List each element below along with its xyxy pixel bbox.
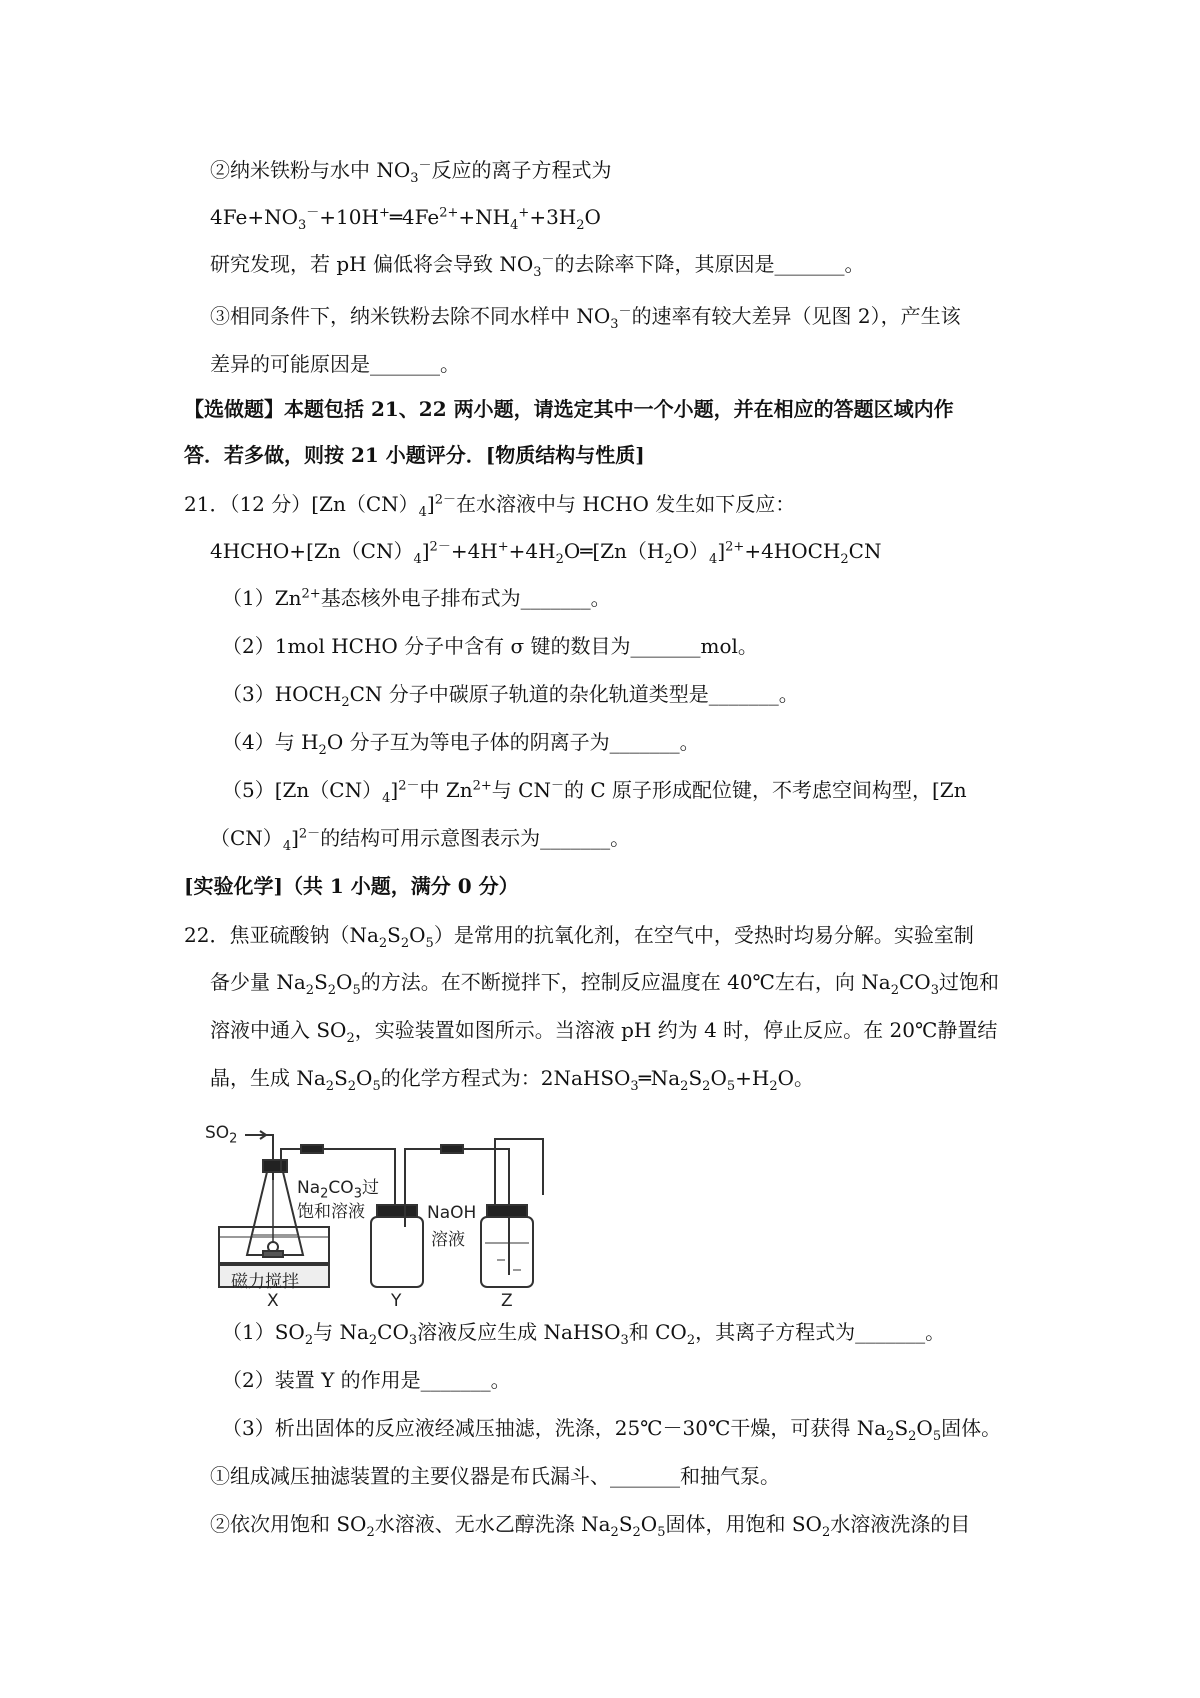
- text-line: ③相同条件下，纳米铁粉去除不同水样中 $NO_3^-$的速率有较大差异（见图 2），产生该: [210, 304, 961, 332]
- question-22-stem: 22．焦亚硫酸钠$(Na_2S_2O_5)$是常用的抗氧化剂，在空气中，受热时均易分解。实验室制: [184, 923, 974, 951]
- so2-label: $SO_2$: [205, 1123, 238, 1147]
- na2co3-label: $Na_2CO_3$过: [297, 1178, 379, 1202]
- text-line: ①组成减压抽滤装置的主要仪器是布氏漏斗、_______和抽气泵。: [210, 1464, 780, 1488]
- text-line: 备少量 $Na_2S_2O_5$的方法。在不断搅拌下，控制反应温度在 40℃左右，向 $Na_2CO_3$过饱和: [210, 970, 999, 998]
- flask-x-stopper: [263, 1160, 287, 1172]
- hose-joint-2: [441, 1145, 463, 1153]
- text-line: 溶液中通入 $SO_2$，实验装置如图所示。当溶液 pH 约为 4 时，停止反应。在 20℃静置结: [210, 1018, 998, 1046]
- text-line: ②依次用饱和 $SO_2$水溶液、无水乙醇洗涤 $Na_2S_2O_5$固体，用饱和 $SO_2$水溶液洗涤的目: [210, 1512, 971, 1540]
- sub-question: （2）装置 Y 的作用是_______。: [222, 1368, 511, 1392]
- text-line: ②纳米铁粉与水中 $NO_3^-$反应的离子方程式为: [210, 158, 612, 186]
- stirrer-label: 磁力搅拌: [231, 1272, 299, 1292]
- naoh-label-2: 溶液: [431, 1230, 465, 1250]
- text-line: 差异的可能原因是_______。: [210, 352, 460, 376]
- label-y: Y: [391, 1291, 402, 1311]
- equation-line: $4HCHO+[Zn(CN)_4]^{2-}+4H^++4H_2O═[Zn(H_2O)_4]^{2+}+4HOCH_2CN$: [210, 539, 882, 567]
- text-line: 研究发现，若 pH 偏低将会导致 $NO_3^-$的去除率下降，其原因是_______。: [210, 252, 865, 280]
- sub-question: $(3)HOCH_2CN$ 分子中碳原子轨道的杂化轨道类型是_______。: [222, 682, 799, 710]
- hose-joint-1: [301, 1145, 323, 1153]
- section-heading: [实验化学]（共 1 小题，满分 0 分）: [184, 874, 519, 898]
- bottle-z-stopper: [487, 1205, 527, 1217]
- question-21-stem: 21．（12 分）$[Zn(CN)_4]^{2-}$在水溶液中与 HCHO 发生如下反应：: [184, 492, 796, 520]
- stir-bar: [263, 1251, 283, 1257]
- na2co3-label-2: 饱和溶液: [297, 1202, 365, 1222]
- equation-line: $4Fe+NO_3^-+10H^+═4Fe^{2+}+NH_4^++3H_2O$: [210, 205, 601, 233]
- sub-question: （3）析出固体的反应液经减压抽滤，洗涤，25℃－30℃干燥，可获得 $Na_2S_2O_5$固体。: [222, 1416, 1002, 1444]
- sub-question: （2）1mol HCHO 分子中含有 σ 键的数目为_______mol。: [222, 634, 758, 658]
- section-heading: 答．若多做，则按 21 小题评分．[物质结构与性质]: [184, 443, 645, 467]
- label-z: Z: [501, 1291, 513, 1311]
- sub-question: $(1)Zn^{2+}$基态核外电子排布式为_______。: [222, 586, 611, 610]
- bottle-y-stopper: [377, 1205, 417, 1217]
- sub-question: $(1)SO_2$与 $Na_2CO_3$溶液反应生成 NaHSO$_3$和 $CO_2$，其离子方程式为_______。: [222, 1320, 946, 1348]
- bottle-y: [371, 1217, 423, 1287]
- sub-question: $(5)[Zn(CN)_4]^{2-}$中 $Zn^{2+}$与 CN－的 C 原子形成配位键，不考虑空间构型，[Zn: [222, 778, 967, 806]
- section-heading: 【选做题】本题包括 21、22 两小题，请选定其中一个小题，并在相应的答题区域内作: [184, 397, 954, 421]
- text-line: $(CN)_4]^{2-}$的结构可用示意图表示为_______。: [210, 826, 631, 854]
- text-line: 晶，生成 $Na_2S_2O_5$的化学方程式为：$2NaHSO_3═Na_2S_2O_5+H_2O$。: [210, 1066, 815, 1094]
- label-x: X: [267, 1291, 279, 1311]
- sub-question: （4）与 $H_2O$ 分子互为等电子体的阴离子为_______。: [222, 730, 700, 758]
- naoh-label: NaOH: [427, 1203, 477, 1223]
- apparatus-figure: [205, 1115, 565, 1310]
- bottle-z: [481, 1217, 533, 1287]
